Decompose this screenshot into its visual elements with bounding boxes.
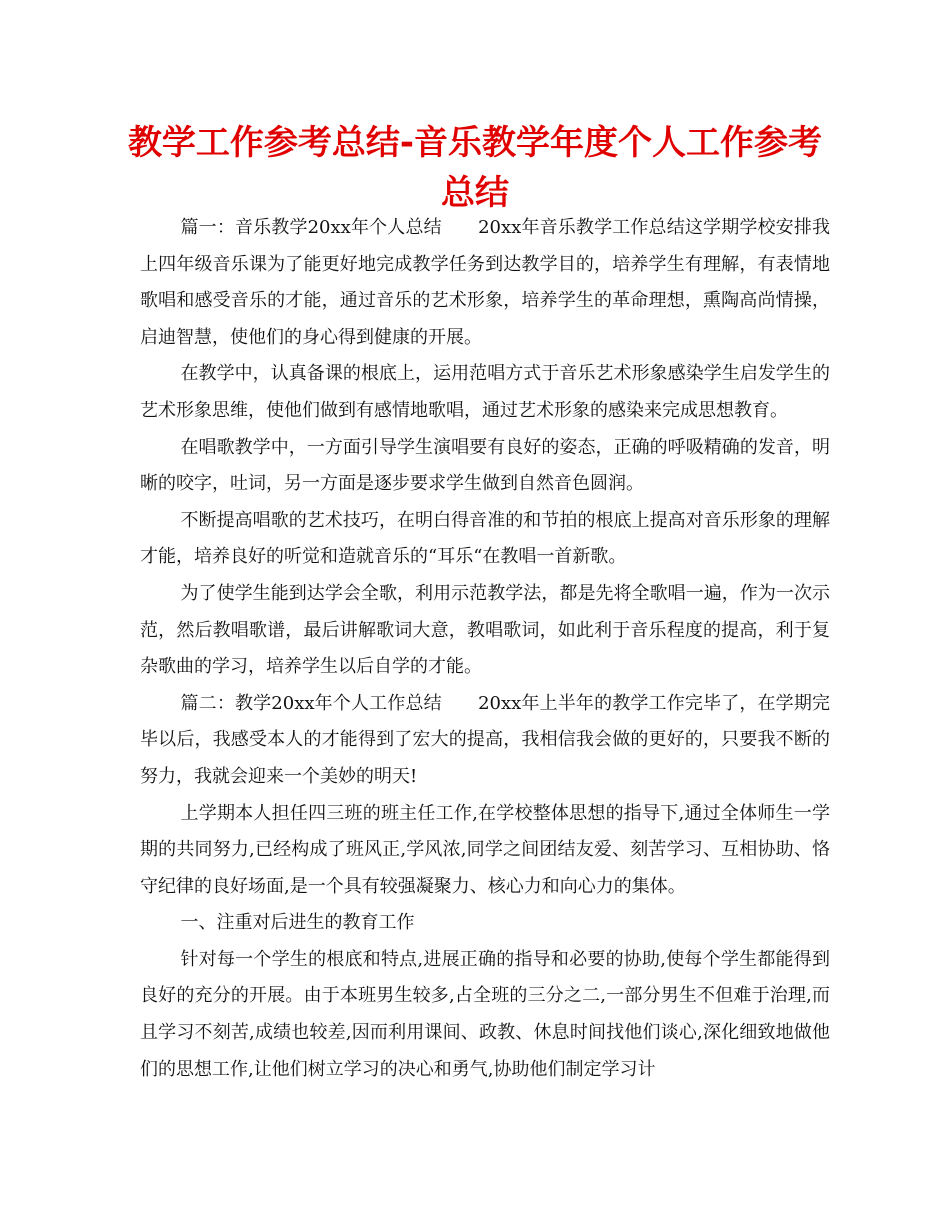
section-heading: 一、注重对后进生的教育工作: [180, 912, 415, 934]
paragraph: 篇二：教学20xx年个人工作总结 20xx年上半年的教学工作完毕了，在学期完毕以后，我感受本人的才能得到了宏大的提高，我相信我会做的更好的，只要我不断的努力，我就会迎来一个美妙的明天!: [140, 692, 830, 787]
document-title: 教学工作参考总结-音乐教学年度个人工作参考总结: [127, 123, 823, 213]
paragraph: 篇一：音乐教学20xx年个人总结 20xx年音乐教学工作总结这学期学校安排我上四年级音乐课为了能更好地完成教学任务到达教学目的，培养学生有理解，有表情地歌唱和感受音乐的才能，通过音乐的艺术形象，培养学生的革命理想，熏陶高尚情操，启迪智慧，使他们的身心得到健康的开展。: [140, 217, 830, 348]
paragraph: 在教学中，认真备课的根底上，运用范唱方式于音乐艺术形象感染学生启发学生的艺术形象思维，使他们做到有感情地歌唱，通过艺术形象的感染来完成思想教育。: [140, 363, 830, 421]
paragraph: 不断提高唱歌的艺术技巧，在明白得音准的和节拍的根底上提高对音乐形象的理解才能，培养良好的听觉和造就音乐的“耳乐“在教唱一首新歌。: [140, 509, 830, 568]
paragraph: 上学期本人担任四三班的班主任工作,在学校整体思想的指导下,通过全体师生一学期的共同努力,已经构成了班风正,学风浓,同学之间团结友爱、刻苦学习、互相协助、恪守纪律的良好场面,是一个具有较强凝聚力、核心力和向心力的集体。: [140, 802, 830, 897]
paragraph: 在唱歌教学中，一方面引导学生演唱要有良好的姿态，正确的呼吸精确的发音，明晰的咬字，吐词，另一方面是逐步要求学生做到自然音色圆润。: [140, 436, 830, 495]
paragraph: 为了使学生能到达学会全歌，利用示范教学法，都是先将全歌唱一遍，作为一次示范，然后教唱歌谱，最后讲解歌词大意，教唱歌词，如此利于音乐程度的提高，利于复杂歌曲的学习，培养学生以后自学的才能。: [140, 582, 830, 678]
paragraph: 针对每一个学生的根底和特点,进展正确的指导和必要的协助,使每个学生都能得到良好的充分的开展。由于本班男生较多,占全班的三分之二,一部分男生不但难于治理,而且学习不刻苦,成绩也较差,因而利用课间、政教、休息时间找他们谈心,深化细致地做他们的思想工作,让他们树立学习的决心和勇气,协助他们制定学习计: [140, 948, 830, 1080]
document-body: [140, 210, 830, 1088]
